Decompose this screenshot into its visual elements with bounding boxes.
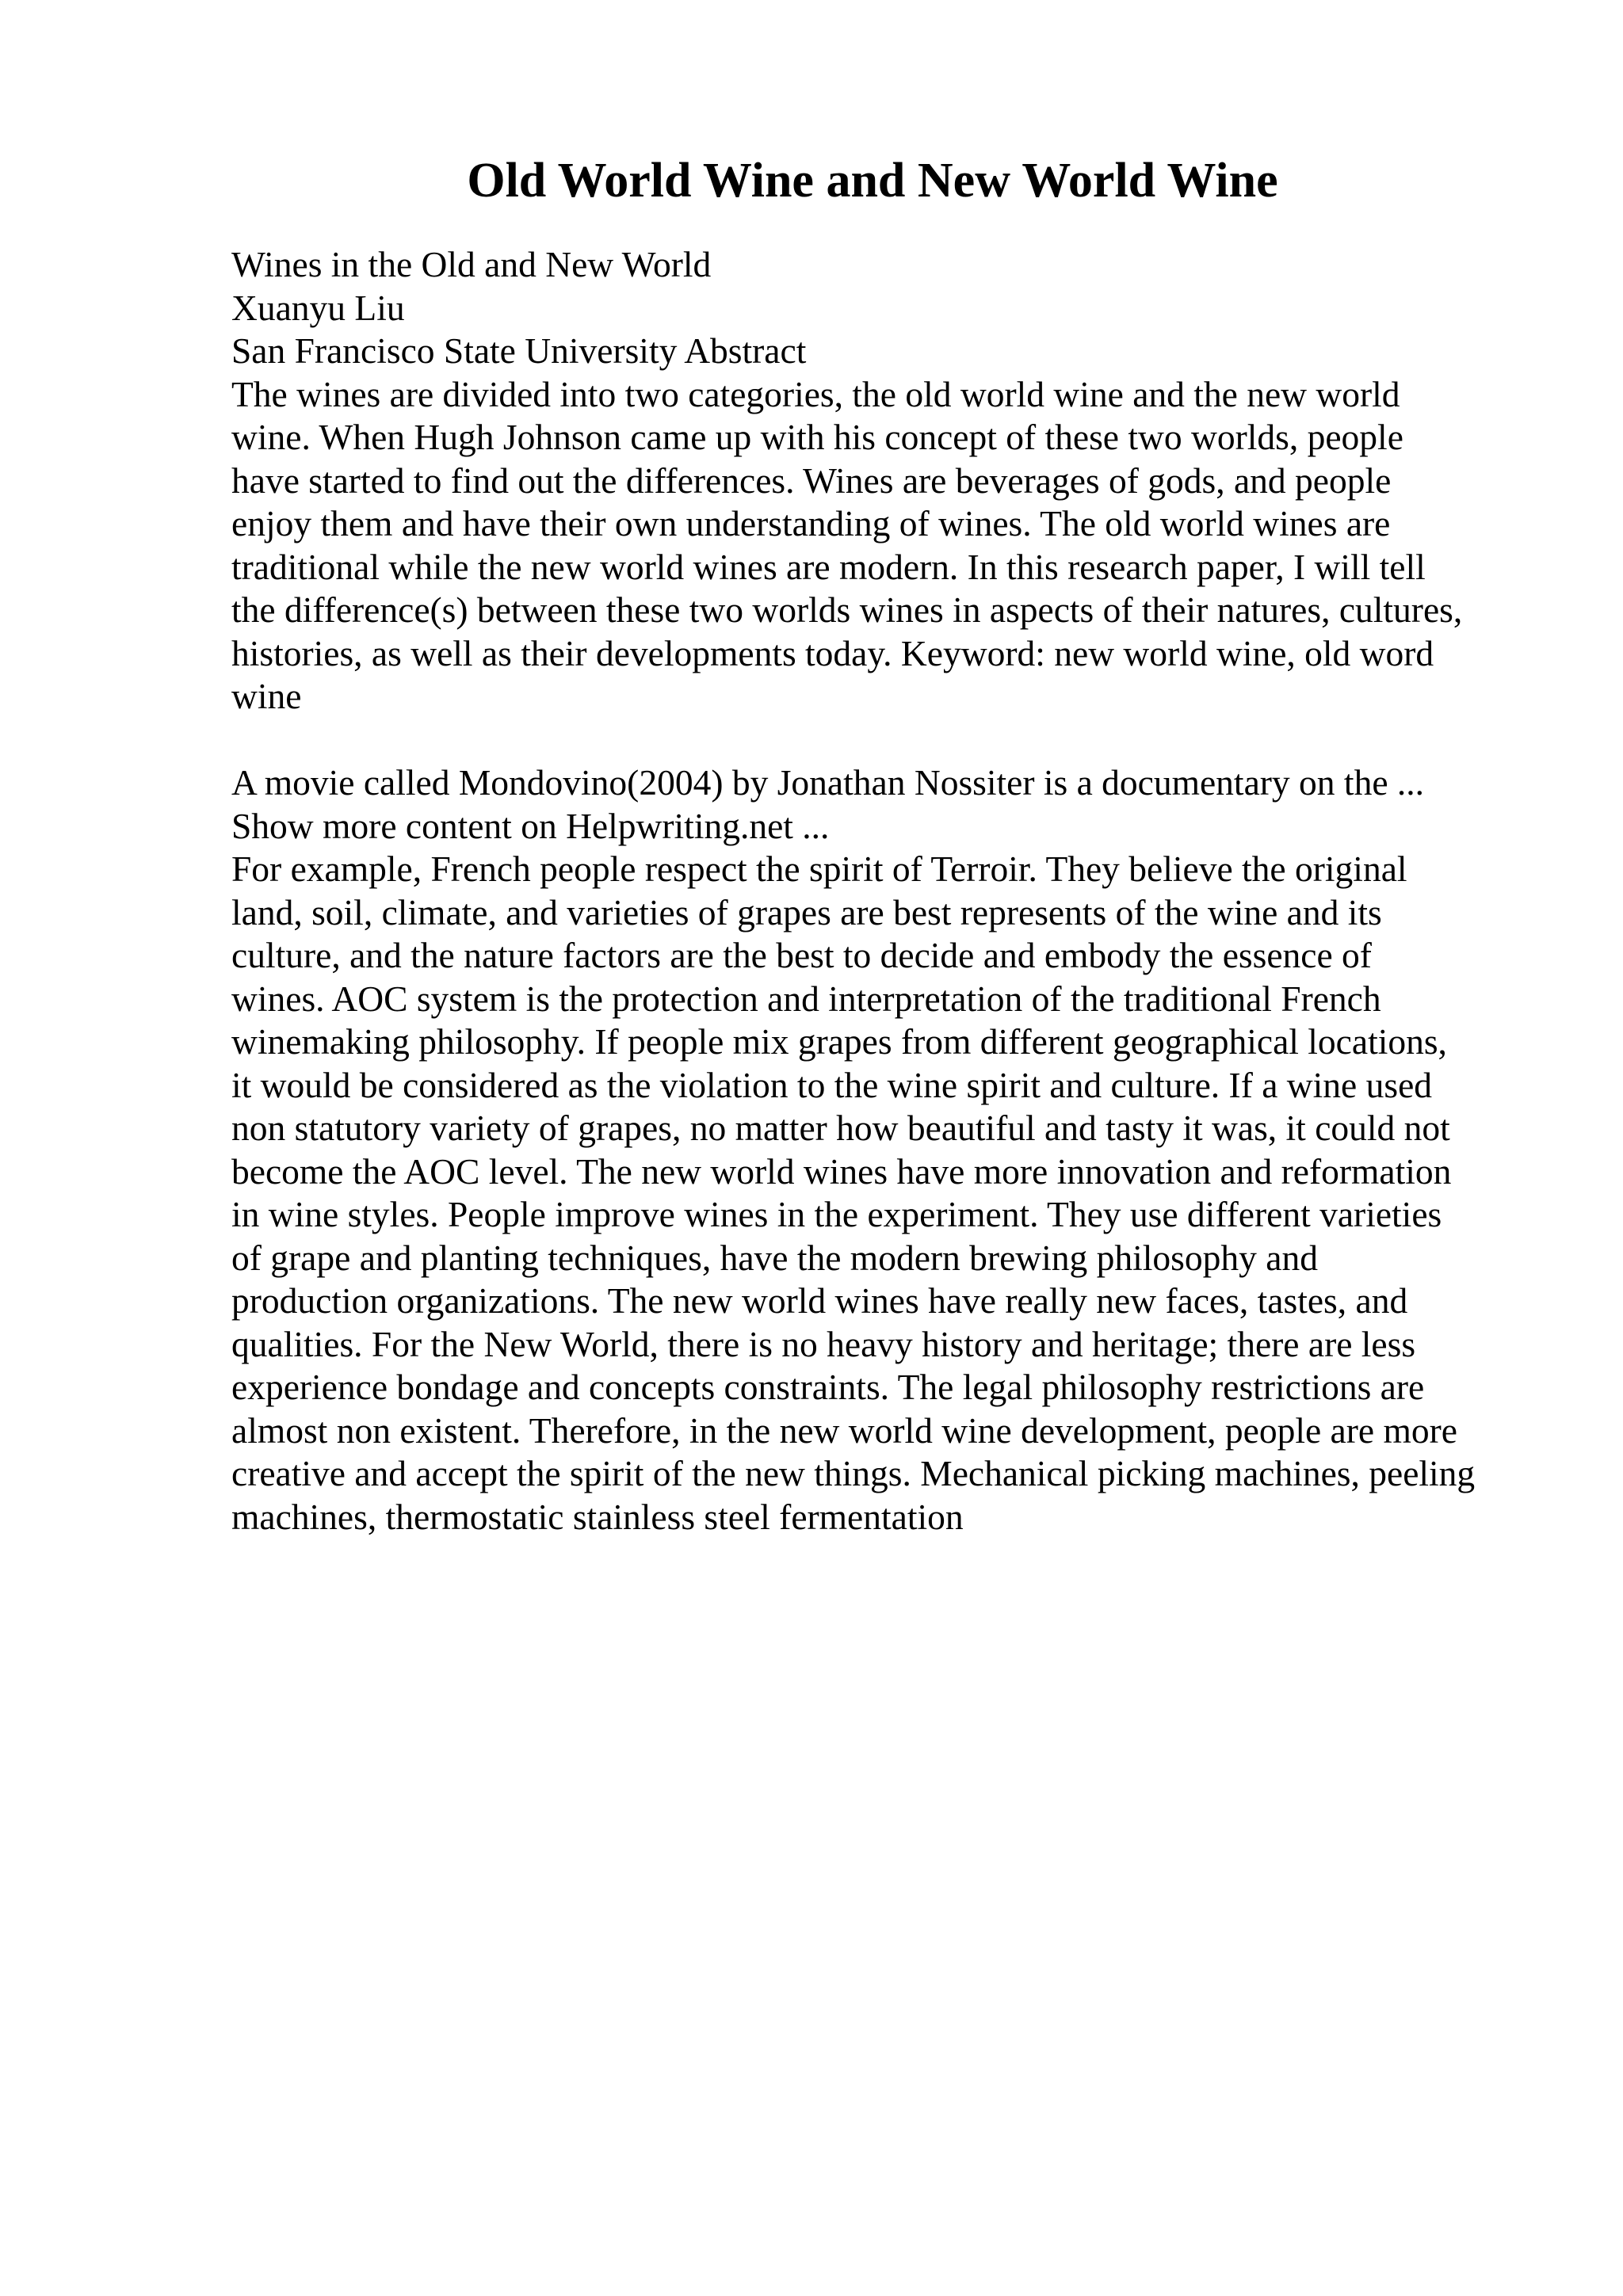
paragraph-gap bbox=[231, 719, 1531, 762]
body-line: experience bondage and concepts constraints. The legal philosophy restrictions are bbox=[231, 1367, 1425, 1407]
body-line: machines, thermostatic stainless steel fermentation bbox=[231, 1496, 964, 1537]
body-line: For example, French people respect the spirit of Terroir. They believe the original bbox=[231, 849, 1407, 889]
abstract-line: histories, as well as their developments today. Keyword: new world wine, old word bbox=[231, 632, 1434, 673]
body-line: non statutory variety of grapes, no matter how beautiful and tasty it was, it could not bbox=[231, 1108, 1450, 1148]
document-title: Old World Wine and New World Wine bbox=[467, 154, 1278, 208]
body-line: qualities. For the New World, there is no heavy history and heritage; there are less bbox=[231, 1323, 1416, 1364]
body-line: creative and accept the spirit of the new things. Mechanical picking machines, peeling bbox=[231, 1453, 1476, 1493]
body-line: production organizations. The new world wines have really new faces, tastes, and bbox=[231, 1280, 1408, 1321]
abstract-line: The wines are divided into two categories, the old world wine and the new world bbox=[231, 373, 1400, 414]
abstract-line: enjoy them and have their own understanding of wines. The old world wines are bbox=[231, 503, 1391, 543]
abstract-line: wine. When Hugh Johnson came up with his concept of these two worlds, people bbox=[231, 417, 1403, 457]
body-line: of grape and planting techniques, have the modern brewing philosophy and bbox=[231, 1237, 1318, 1278]
document-body bbox=[231, 243, 1531, 1539]
body-line: become the AOC level. The new world wines have more innovation and reformation bbox=[231, 1150, 1452, 1192]
body-line: culture, and the nature factors are the best to decide and embody the essence of bbox=[231, 935, 1372, 975]
abstract-line: the difference(s) between these two worlds wines in aspects of their natures, cultures, bbox=[231, 589, 1463, 630]
abstract-line: wine bbox=[231, 676, 302, 716]
body-line: in wine styles. People improve wines in the experiment. They use different varieties bbox=[231, 1194, 1442, 1234]
abstract-line: have started to find out the differences. Wines are beverages of gods, and people bbox=[231, 460, 1392, 501]
body-line: wines. AOC system is the protection and interpretation of the traditional French bbox=[231, 978, 1381, 1019]
header-line: Wines in the Old and New World bbox=[231, 244, 712, 284]
author-line: Xuanyu Liu bbox=[231, 287, 405, 328]
body-line: land, soil, climate, and varieties of grapes are best represents of the wine and its bbox=[231, 891, 1382, 933]
preview-line: A movie called Mondovino(2004) by Jonathan Nossiter is a documentary on the ... bbox=[231, 762, 1425, 803]
abstract-line: traditional while the new world wines are modern. In this research paper, I will tell bbox=[231, 546, 1426, 587]
body-line: almost non existent. Therefore, in the new world wine development, people are more bbox=[231, 1409, 1457, 1451]
affiliation-line: San Francisco State University Abstract bbox=[231, 330, 807, 371]
body-line: it would be considered as the violation to the wine spirit and culture. If a wine used bbox=[231, 1064, 1433, 1105]
show-more-line: Show more content on Helpwriting.net ... bbox=[231, 805, 830, 846]
body-line: winemaking philosophy. If people mix grapes from different geographical locations, bbox=[231, 1021, 1447, 1062]
